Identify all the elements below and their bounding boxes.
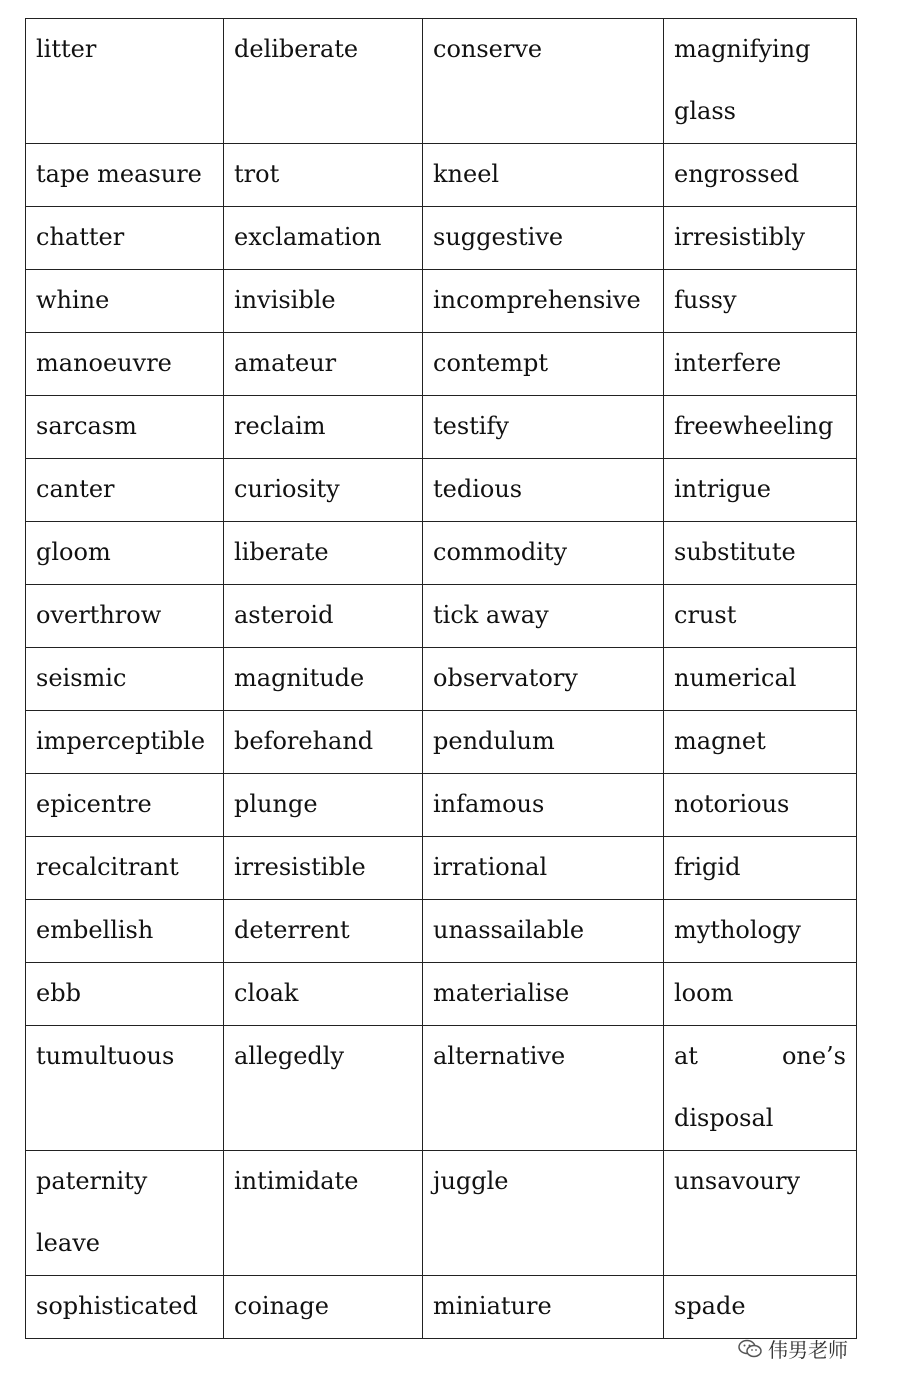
table-cell — [26, 396, 224, 459]
vocabulary-word: spade — [674, 1292, 746, 1320]
table-row — [26, 207, 857, 270]
vocabulary-word: irresistible — [234, 853, 366, 881]
table-row — [26, 270, 857, 333]
vocabulary-word: tumultuous — [36, 1042, 175, 1070]
watermark-text: 伟男老师 — [768, 1338, 848, 1362]
vocabulary-word: unsavoury — [674, 1167, 801, 1195]
table-cell — [423, 837, 664, 900]
table-cell — [664, 396, 857, 459]
watermark — [738, 1334, 848, 1363]
table-cell — [26, 900, 224, 963]
vocabulary-word: sarcasm — [36, 412, 137, 440]
table-cell — [423, 19, 664, 144]
vocabulary-word: juggle — [433, 1167, 509, 1195]
vocabulary-word: frigid — [674, 853, 741, 881]
table-cell — [224, 144, 423, 207]
vocabulary-word: irrational — [433, 853, 548, 881]
table-cell — [423, 459, 664, 522]
vocabulary-word: crust — [674, 601, 737, 629]
vocabulary-word: conserve — [433, 35, 543, 63]
vocabulary-word: numerical — [674, 664, 797, 692]
vocabulary-word: intrigue — [674, 475, 771, 503]
table-row — [26, 144, 857, 207]
wechat-icon — [738, 1339, 762, 1359]
table-cell — [26, 1276, 224, 1339]
vocabulary-word: at one’s disposal — [674, 1042, 846, 1132]
table-cell — [26, 19, 224, 144]
vocabulary-table-body — [26, 19, 857, 1339]
table-row — [26, 1026, 857, 1151]
vocabulary-word: tick away — [433, 601, 549, 629]
table-cell — [26, 144, 224, 207]
table-cell — [423, 648, 664, 711]
table-cell — [423, 711, 664, 774]
vocabulary-word: alternative — [433, 1042, 566, 1070]
table-cell — [224, 837, 423, 900]
vocabulary-word: magnifying glass — [674, 35, 811, 125]
vocabulary-word: coinage — [234, 1292, 329, 1320]
vocabulary-word: unassailable — [433, 916, 585, 944]
table-cell — [664, 270, 857, 333]
table-row — [26, 837, 857, 900]
table-cell — [664, 774, 857, 837]
table-cell — [423, 963, 664, 1026]
table-cell — [224, 1151, 423, 1276]
vocabulary-word: irresistibly — [674, 223, 806, 251]
vocabulary-word: overthrow — [36, 601, 162, 629]
vocabulary-word: plunge — [234, 790, 318, 818]
table-cell — [423, 144, 664, 207]
vocabulary-word: litter — [36, 35, 97, 63]
table-cell — [423, 585, 664, 648]
table-cell — [664, 1026, 857, 1151]
vocabulary-word: trot — [234, 160, 280, 188]
vocabulary-word: materialise — [433, 979, 570, 1007]
table-cell — [423, 1151, 664, 1276]
table-row — [26, 522, 857, 585]
table-cell — [423, 333, 664, 396]
vocabulary-word: liberate — [234, 538, 329, 566]
table-row — [26, 774, 857, 837]
vocabulary-word: testify — [433, 412, 509, 440]
table-cell — [664, 19, 857, 144]
table-row — [26, 900, 857, 963]
table-cell — [224, 459, 423, 522]
table-cell — [26, 585, 224, 648]
vocabulary-word: allegedly — [234, 1042, 345, 1070]
vocabulary-word: miniature — [433, 1292, 552, 1320]
vocabulary-word: seismic — [36, 664, 127, 692]
vocabulary-word: infamous — [433, 790, 545, 818]
vocabulary-word: embellish — [36, 916, 154, 944]
table-cell — [26, 648, 224, 711]
table-row — [26, 396, 857, 459]
table-cell — [224, 900, 423, 963]
table-cell — [26, 963, 224, 1026]
table-row — [26, 1151, 857, 1276]
table-cell — [664, 207, 857, 270]
table-cell — [224, 19, 423, 144]
vocabulary-word: substitute — [674, 538, 796, 566]
table-cell — [26, 522, 224, 585]
table-row — [26, 711, 857, 774]
vocabulary-word: beforehand — [234, 727, 374, 755]
vocabulary-word: deliberate — [234, 35, 359, 63]
table-cell — [423, 1276, 664, 1339]
vocabulary-word: cloak — [234, 979, 299, 1007]
table-cell — [26, 837, 224, 900]
vocabulary-word: suggestive — [433, 223, 564, 251]
table-cell — [664, 900, 857, 963]
vocabulary-word: fussy — [674, 286, 737, 314]
table-cell — [664, 1151, 857, 1276]
vocabulary-word: commodity — [433, 538, 568, 566]
table-cell — [224, 396, 423, 459]
vocabulary-word: whine — [36, 286, 110, 314]
vocabulary-word: incomprehensive — [433, 286, 641, 314]
table-row — [26, 459, 857, 522]
table-cell — [423, 900, 664, 963]
table-cell — [664, 648, 857, 711]
table-cell — [26, 333, 224, 396]
vocabulary-word: magnet — [674, 727, 766, 755]
table-cell — [224, 963, 423, 1026]
vocabulary-word: kneel — [433, 160, 500, 188]
vocabulary-word: epicentre — [36, 790, 152, 818]
table-cell — [224, 207, 423, 270]
table-cell — [423, 207, 664, 270]
table-cell — [26, 1151, 224, 1276]
table-cell — [26, 1026, 224, 1151]
table-cell — [224, 585, 423, 648]
table-cell — [224, 333, 423, 396]
vocabulary-word: freewheeling — [674, 412, 834, 440]
vocabulary-word: ebb — [36, 979, 81, 1007]
vocabulary-word: imperceptible — [36, 727, 206, 755]
vocabulary-word: invisible — [234, 286, 336, 314]
table-row — [26, 333, 857, 396]
vocabulary-word: interfere — [674, 349, 782, 377]
table-cell — [224, 711, 423, 774]
table-cell — [26, 774, 224, 837]
table-row — [26, 19, 857, 144]
vocabulary-word: reclaim — [234, 412, 326, 440]
vocabulary-word: canter — [36, 475, 115, 503]
table-cell — [664, 522, 857, 585]
table-cell — [26, 270, 224, 333]
table-row — [26, 1276, 857, 1339]
table-cell — [664, 459, 857, 522]
table-cell — [423, 1026, 664, 1151]
vocabulary-word: paternity leave — [36, 1167, 148, 1257]
vocabulary-word: gloom — [36, 538, 111, 566]
table-cell — [224, 522, 423, 585]
table-cell — [224, 1026, 423, 1151]
vocabulary-word: sophisticated — [36, 1292, 198, 1320]
table-cell — [664, 963, 857, 1026]
vocabulary-word: contempt — [433, 349, 548, 377]
vocabulary-word: observatory — [433, 664, 578, 692]
vocabulary-word: mythology — [674, 916, 801, 944]
vocabulary-word: notorious — [674, 790, 790, 818]
table-cell — [224, 648, 423, 711]
table-cell — [224, 1276, 423, 1339]
table-cell — [224, 270, 423, 333]
table-row — [26, 585, 857, 648]
vocabulary-word: amateur — [234, 349, 337, 377]
table-cell — [423, 522, 664, 585]
vocabulary-word: intimidate — [234, 1167, 359, 1195]
vocabulary-word: recalcitrant — [36, 853, 179, 881]
vocabulary-word: magnitude — [234, 664, 365, 692]
table-cell — [423, 774, 664, 837]
table-cell — [423, 270, 664, 333]
vocabulary-table — [25, 18, 857, 1339]
table-cell — [26, 207, 224, 270]
vocabulary-word: engrossed — [674, 160, 800, 188]
vocabulary-word: tape measure — [36, 160, 202, 188]
vocabulary-word: manoeuvre — [36, 349, 172, 377]
vocabulary-word: asteroid — [234, 601, 334, 629]
table-cell — [26, 711, 224, 774]
table-cell — [664, 837, 857, 900]
vocabulary-word: tedious — [433, 475, 523, 503]
vocabulary-word: pendulum — [433, 727, 555, 755]
vocabulary-word: exclamation — [234, 223, 382, 251]
vocabulary-word: deterrent — [234, 916, 350, 944]
table-cell — [664, 711, 857, 774]
table-cell — [26, 459, 224, 522]
table-cell — [423, 396, 664, 459]
vocabulary-word: curiosity — [234, 475, 340, 503]
table-cell — [664, 333, 857, 396]
table-row — [26, 648, 857, 711]
vocabulary-word: loom — [674, 979, 734, 1007]
table-cell — [664, 144, 857, 207]
table-cell — [664, 1276, 857, 1339]
table-cell — [664, 585, 857, 648]
table-cell — [224, 774, 423, 837]
vocabulary-word: chatter — [36, 223, 125, 251]
table-row — [26, 963, 857, 1026]
